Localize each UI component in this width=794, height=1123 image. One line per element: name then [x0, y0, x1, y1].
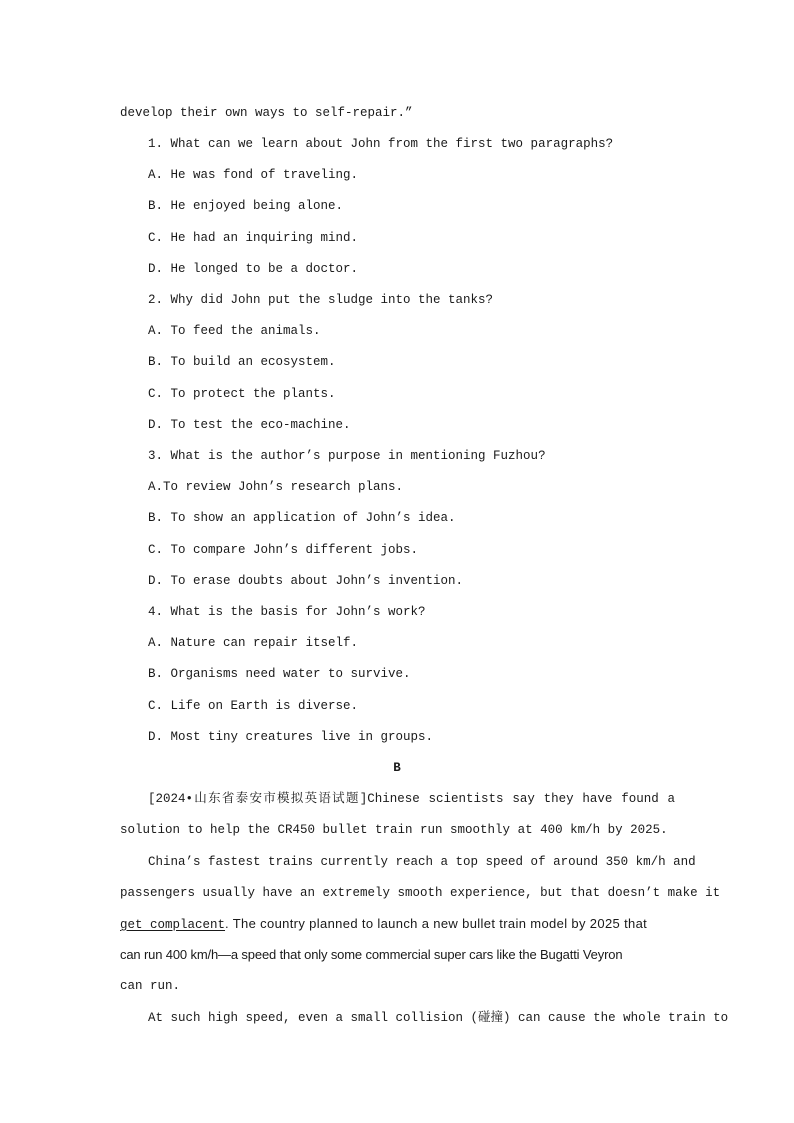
question-2-option-c: C. To protect the plants. [148, 387, 336, 401]
question-2-option-d: D. To test the eco-machine. [148, 418, 351, 432]
question-4-option-d: D. Most tiny creatures live in groups. [148, 730, 434, 744]
question-2-stem: 2. Why did John put the sludge into the tanks? [148, 293, 494, 307]
paragraph-3-line-1: At such high speed, even a small collision (碰撞) can cause the whole train to [148, 1011, 729, 1025]
passage-end-line: develop their own ways to self-repair.” [120, 106, 413, 120]
paragraph-2-line-3 [120, 916, 647, 933]
question-1-stem: 1. What can we learn about John from the first two paragraphs? [148, 137, 614, 151]
question-3-option-b: B. To show an application of John’s idea. [148, 511, 456, 525]
question-4-option-b: B. Organisms need water to survive. [148, 667, 411, 681]
question-3-option-d: D. To erase doubts about John’s invention. [148, 574, 464, 588]
question-1-option-b: B. He enjoyed being alone. [148, 199, 344, 213]
question-1-option-c: C. He had an inquiring mind. [148, 231, 359, 245]
paragraph-1-line-2: solution to help the CR450 bullet train run smoothly at 400 km/h by 2025. [120, 823, 668, 837]
question-2-option-a: A. To feed the animals. [148, 324, 321, 338]
question-4-option-c: C. Life on Earth is diverse. [148, 699, 359, 713]
question-1-option-a: A. He was fond of traveling. [148, 168, 359, 182]
question-3-option-a: A.To review John’s research plans. [148, 480, 404, 494]
paragraph-2-line-5: can run. [120, 979, 181, 993]
paragraph-2-line-1: China’s fastest trains currently reach a top speed of around 350 km/h and [148, 855, 696, 869]
underlined-phrase: get complacent [120, 918, 226, 932]
question-3-stem: 3. What is the author’s purpose in mentioning Fuzhou? [148, 449, 546, 463]
paragraph-2-line-3-rest: . The country planned to launch a new bullet train model by 2025 that [225, 916, 648, 931]
paragraph-1-line-1: [2024•山东省泰安市模拟英语试题]Chinese scientists say they have found a [148, 792, 675, 806]
section-heading: B [393, 761, 401, 775]
paragraph-2-line-4: can run 400 km/h—a speed that only some commercial super cars like the Bugatti Veyron [120, 947, 623, 962]
question-3-option-c: C. To compare John’s different jobs. [148, 543, 419, 557]
question-1-option-d: D. He longed to be a doctor. [148, 262, 359, 276]
question-4-stem: 4. What is the basis for John’s work? [148, 605, 426, 619]
question-4-option-a: A. Nature can repair itself. [148, 636, 359, 650]
paragraph-2-line-2: passengers usually have an extremely smooth experience, but that doesn’t make it [120, 886, 721, 900]
question-2-option-b: B. To build an ecosystem. [148, 355, 336, 369]
